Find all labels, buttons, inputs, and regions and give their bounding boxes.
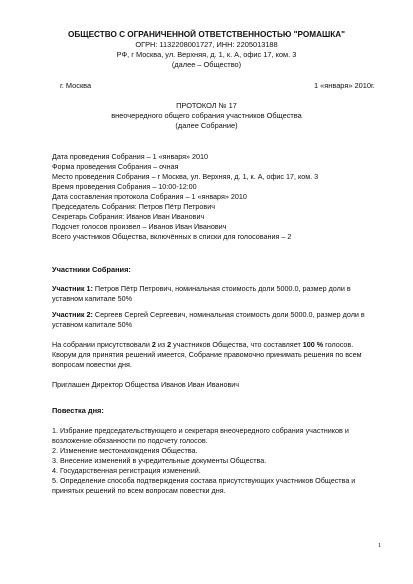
agenda-item: принятых решений по всем вопросам повестки дня. bbox=[52, 486, 226, 495]
quorum-percent: 100 % bbox=[302, 340, 324, 349]
participants-heading: Участники Собрания: bbox=[52, 265, 131, 274]
agenda-item: 1. Избрание председательствующего и секретаря внеочередного собрания участников и bbox=[52, 426, 349, 435]
invited-line: Приглашен Директор Общества Иванов Иван Иванович bbox=[52, 380, 240, 389]
detail-line: Время проведения Собрания – 10:00-12:00 bbox=[52, 182, 197, 191]
document-date: 1 «января» 2010г. bbox=[314, 81, 375, 90]
agenda-item: 3. Внесение изменений в учредительные документы Общества. bbox=[52, 456, 267, 465]
protocol-title: ПРОТОКОЛ № 17 bbox=[176, 101, 237, 110]
participant-1-share: уставном капитале 50% bbox=[52, 294, 133, 303]
quorum-statement-cont: вопросам повестки дня. bbox=[52, 360, 132, 369]
detail-line: Дата составления протокола Собрания – 1 «января» 2010 bbox=[52, 192, 247, 201]
detail-line: Председатель Собрания: Петров Пётр Петрович bbox=[52, 202, 216, 211]
participant-text: Сергеев Сергей Сергеевич, номинальная стоимость доли 5000.0, размер доли в bbox=[92, 310, 365, 319]
page-number: 1 bbox=[378, 542, 382, 549]
quorum-present-count: 2 bbox=[151, 340, 156, 349]
agenda-item: возложение обязанности по подсчету голосов. bbox=[52, 436, 208, 445]
agenda-heading: Повестка дня: bbox=[52, 406, 104, 415]
company-address: РФ, г Москва, ул. Верхняя, д. 1, к. А, офис 17, ком. 3 bbox=[116, 50, 297, 59]
detail-line: Секретарь Собрания: Иванов Иван Иванович bbox=[52, 212, 205, 221]
quorum-text: На собрании присутствовали bbox=[52, 340, 152, 349]
detail-line: Место проведения Собрания – г Москва, ул. Верхняя, д. 1, к. А, офис 17, ком. 3 bbox=[52, 172, 319, 181]
participant-label: Участник 1: bbox=[52, 284, 93, 293]
agenda-item: 2. Изменение местонахождения Общества. bbox=[52, 446, 198, 455]
quorum-total-count: 2 bbox=[167, 340, 172, 349]
participant-1 bbox=[52, 284, 351, 293]
quorum-text: из bbox=[155, 340, 168, 349]
participant-2-share: уставном капитале 50% bbox=[52, 320, 133, 329]
detail-line: Форма проведения Собрания – очная bbox=[52, 162, 179, 171]
protocol-alias: (далее Собрание) bbox=[175, 121, 238, 130]
company-alias: (далее – Общество) bbox=[171, 60, 242, 69]
participant-text: Петров Пётр Петрович, номинальная стоимость доли 5000.0, размер доли в bbox=[92, 284, 351, 293]
company-name: ОБЩЕСТВО С ОГРАНИЧЕННОЙ ОТВЕТСТВЕННОСТЬЮ "РОМАШКА" bbox=[67, 30, 346, 39]
company-ogrn: ОГРН: 1132208001727, ИНН: 2205013188 bbox=[135, 40, 278, 49]
document-place: г. Москва bbox=[60, 81, 92, 90]
detail-line: Всего участников Общества, включённых в списки для голосования – 2 bbox=[52, 232, 292, 241]
quorum-line bbox=[52, 340, 353, 349]
quorum-statement: Кворум для принятия решений имеется, Собрание правомочно принимать решения по всем bbox=[52, 350, 362, 359]
protocol-subtitle: внеочередного общего собрания участников Общества bbox=[111, 111, 302, 120]
quorum-text: участников Общества, что составляет bbox=[171, 340, 303, 349]
participant-2 bbox=[52, 310, 365, 319]
detail-line: Подсчет голосов произвел – Иванов Иван Иванович bbox=[52, 222, 227, 231]
detail-line: Дата проведения Собрания – 1 «января» 2010 bbox=[52, 152, 208, 161]
quorum-text: голосов. bbox=[323, 340, 354, 349]
agenda-item: 4. Государственная регистрация изменений. bbox=[52, 466, 201, 475]
agenda-item: 5. Определение способа подтверждения состава присутствующих участников Общества и bbox=[52, 476, 356, 485]
participant-label: Участник 2: bbox=[52, 310, 93, 319]
